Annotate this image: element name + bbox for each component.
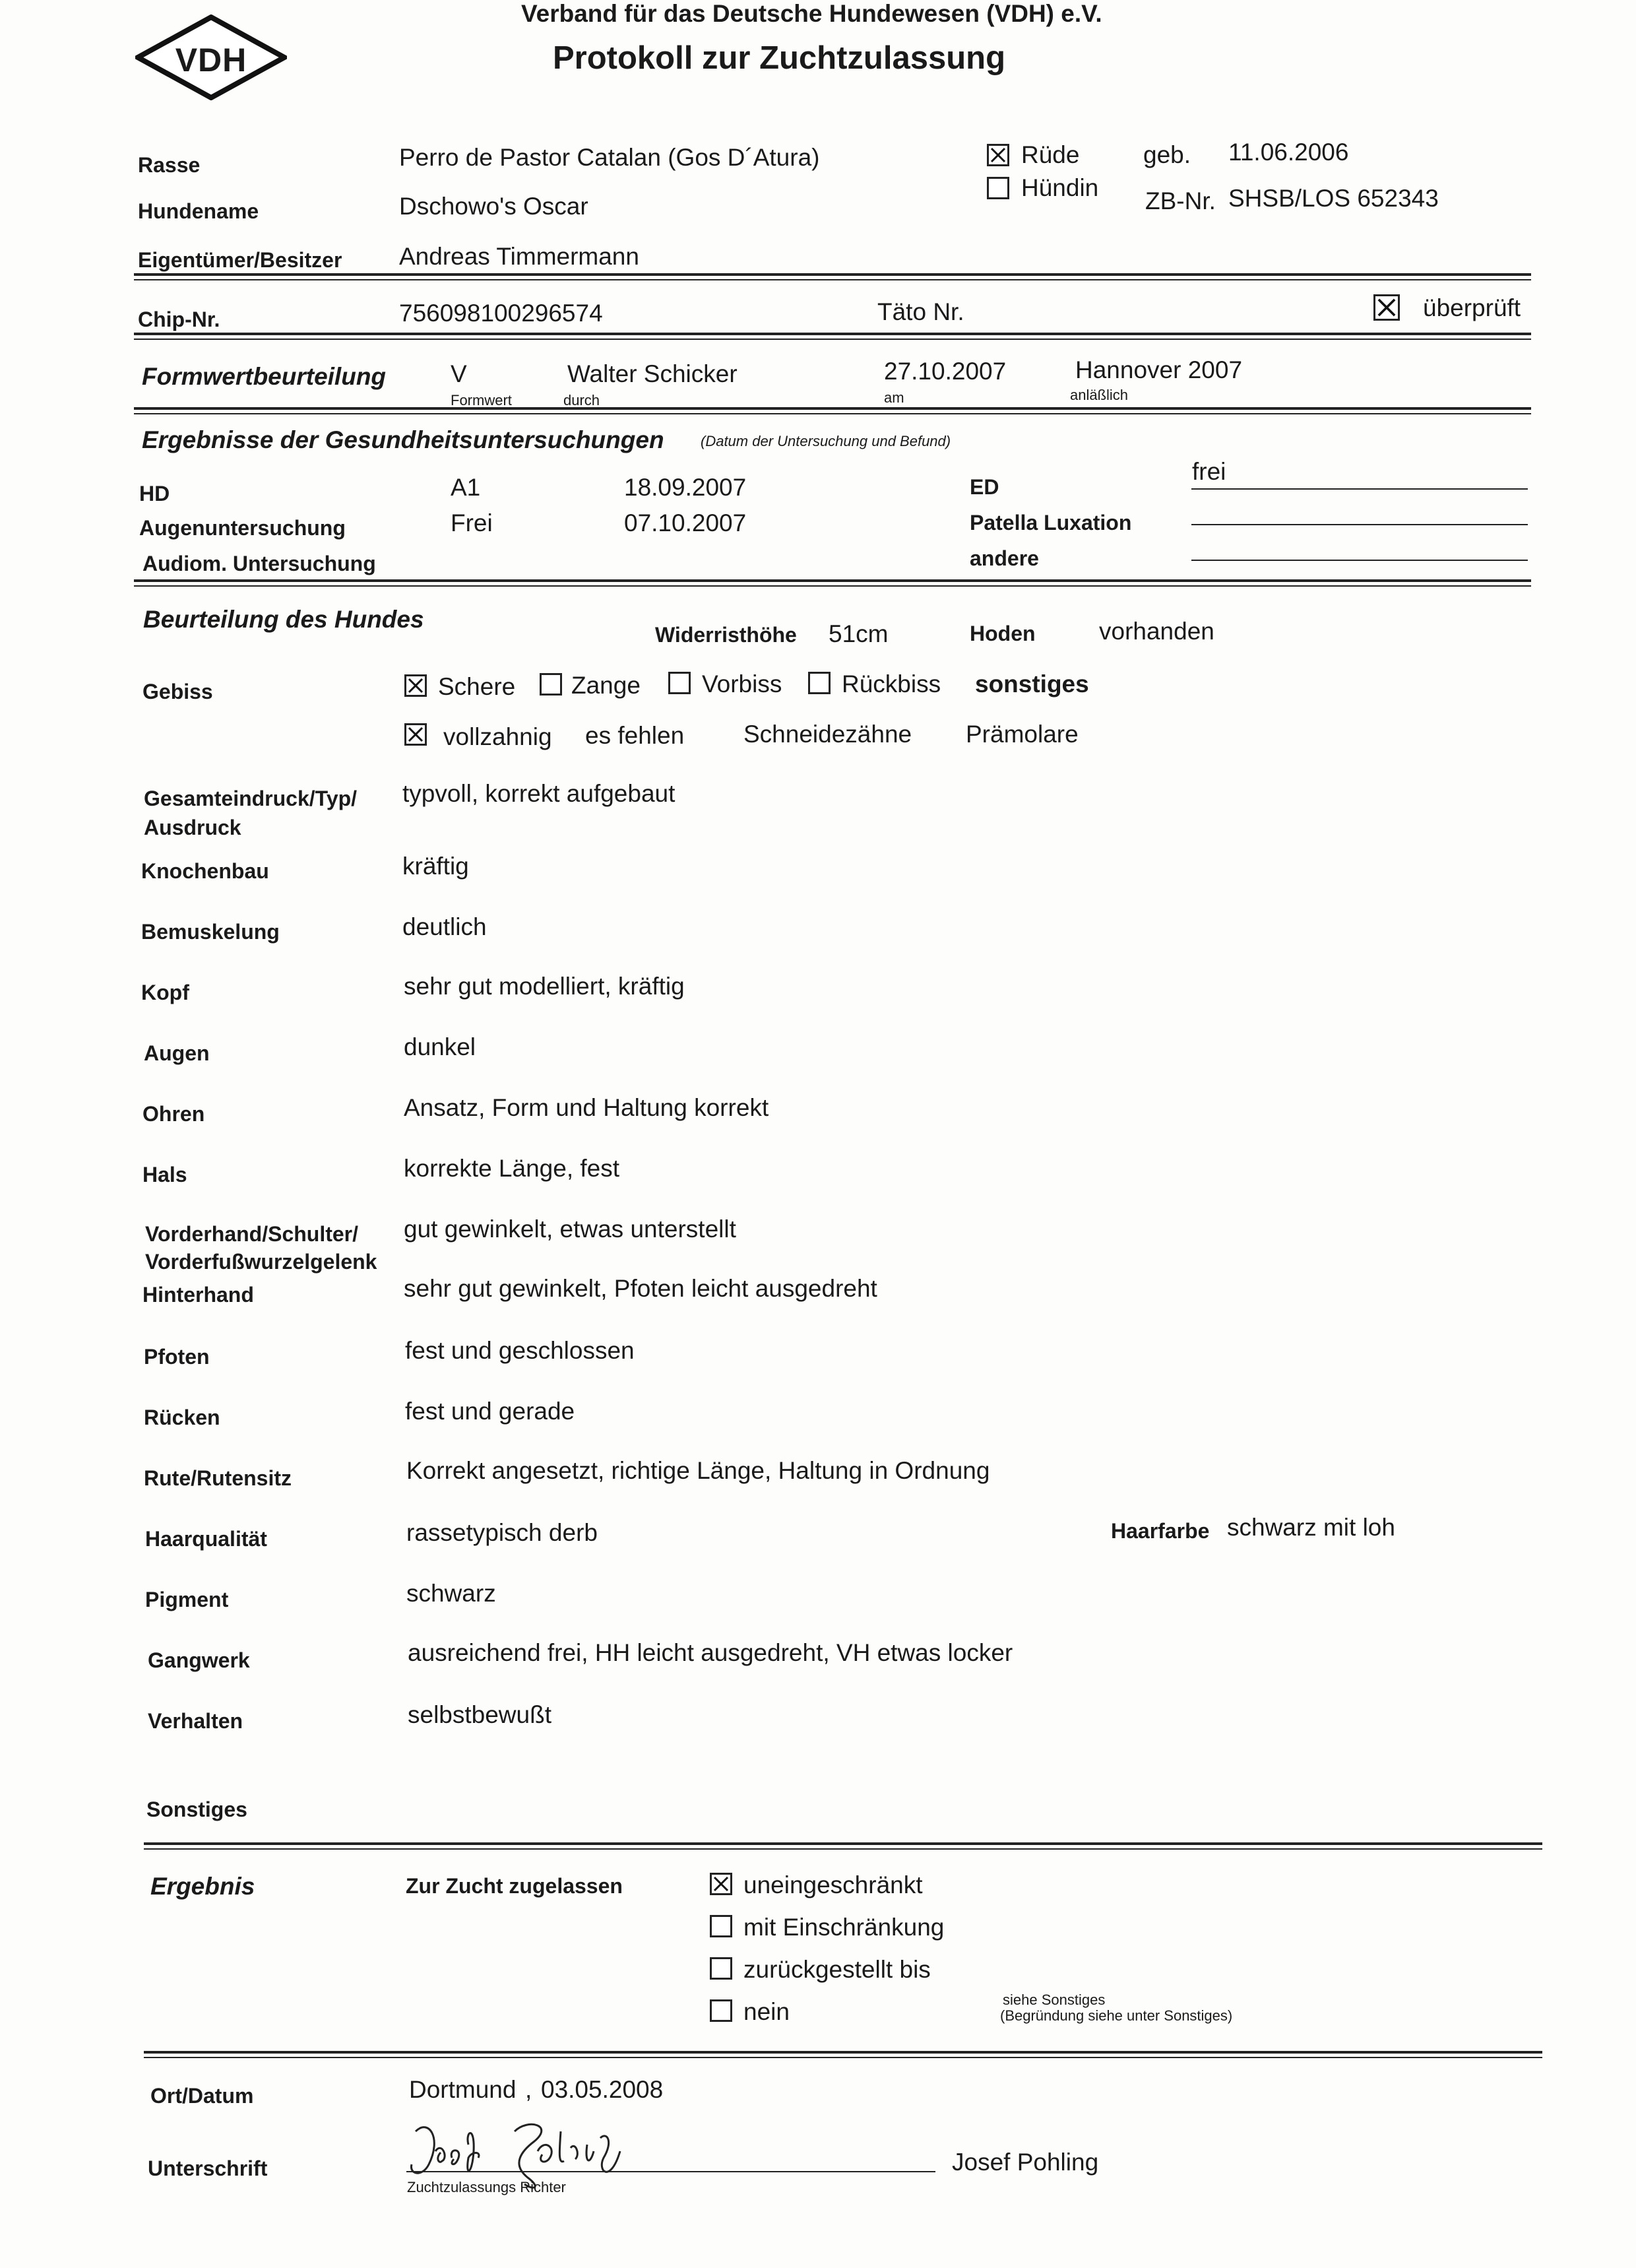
- ueberprueft-checkbox[interactable]: [1373, 294, 1400, 321]
- ruecken-value: fest und gerade: [405, 1398, 575, 1425]
- vorbiss-checkbox[interactable]: [668, 672, 691, 694]
- eigentuemer-value: Andreas Timmermann: [399, 243, 639, 270]
- vorderhand-label: Vorderhand/Schulter/: [145, 1222, 359, 1246]
- knochenbau-label: Knochenbau: [141, 859, 269, 883]
- result-heading: Ergebnis: [150, 1873, 255, 1900]
- sonstiges-option: sonstiges: [975, 670, 1089, 697]
- signature-line: [406, 2171, 935, 2172]
- bemuskelung-value: deutlich: [402, 913, 487, 940]
- hundename-value: Dschowo's Oscar: [399, 193, 588, 220]
- ruede-label: Rüde: [1021, 141, 1080, 168]
- divider: [134, 333, 1531, 340]
- haarfarbe-value: schwarz mit loh: [1227, 1514, 1395, 1541]
- andere-line: [1191, 560, 1528, 561]
- gesamteindruck-label-2: Ausdruck: [144, 816, 241, 839]
- vorderhand-value: gut gewinkelt, etwas unterstellt: [404, 1215, 736, 1243]
- rute-label: Rute/Rutensitz: [144, 1466, 292, 1490]
- sonstiges-label: Sonstiges: [146, 1798, 247, 1821]
- schneidezaehne-label: Schneidezähne: [743, 721, 912, 748]
- geb-value: 11.06.2006: [1228, 139, 1349, 166]
- result-note-1: siehe Sonstiges: [1003, 1992, 1106, 2008]
- divider: [134, 273, 1531, 280]
- patella-label: Patella Luxation: [970, 511, 1132, 535]
- ort-comma: ,: [525, 2076, 532, 2103]
- vollzahnig-label: vollzahnig: [443, 723, 552, 750]
- zb-label: ZB-Nr.: [1145, 187, 1216, 214]
- health-heading: Ergebnisse der Gesundheitsuntersuchungen: [142, 426, 664, 453]
- mit-einschraenkung-checkbox[interactable]: [710, 1915, 732, 1937]
- gesamteindruck-label: Gesamteindruck/Typ/: [144, 787, 358, 810]
- ort-label: Ort/Datum: [150, 2084, 254, 2108]
- hinterhand-label: Hinterhand: [142, 1283, 254, 1307]
- pfoten-label: Pfoten: [144, 1345, 210, 1369]
- kopf-value: sehr gut modelliert, kräftig: [404, 973, 685, 1000]
- hinterhand-value: sehr gut gewinkelt, Pfoten leicht ausgedreht: [404, 1275, 877, 1302]
- ueberprueft-label: überprüft: [1423, 294, 1521, 321]
- schere-label: Schere: [438, 673, 516, 700]
- haarfarbe-label: Haarfarbe: [1111, 1519, 1210, 1543]
- hd-label: HD: [139, 482, 170, 505]
- ohren-label: Ohren: [142, 1102, 205, 1126]
- rueckbiss-label: Rückbiss: [842, 670, 941, 697]
- unterschrift-label: Unterschrift: [148, 2156, 268, 2180]
- divider: [134, 407, 1531, 414]
- widerrist-value: 51cm: [829, 620, 889, 647]
- bemuskelung-label: Bemuskelung: [141, 920, 280, 944]
- formwert-heading: Formwertbeurteilung: [142, 363, 387, 390]
- ed-value: frei: [1192, 458, 1226, 485]
- augen-value: Frei: [451, 509, 493, 536]
- chip-label: Chip-Nr.: [138, 308, 220, 331]
- event-value: Hannover 2007: [1075, 356, 1243, 383]
- augen-label: Augenuntersuchung: [139, 516, 346, 540]
- gangwerk-value: ausreichend frei, HH leicht ausgedreht, VH etwas locker: [408, 1639, 1013, 1666]
- hals-label: Hals: [142, 1163, 187, 1186]
- divider: [144, 1842, 1542, 1850]
- praemolare-label: Prämolare: [966, 721, 1079, 748]
- org-name: Verband für das Deutsche Hundewesen (VDH) e.V.: [521, 0, 1102, 27]
- augen-date: 07.10.2007: [624, 509, 747, 536]
- taeto-label: Täto Nr.: [877, 298, 964, 325]
- hoden-value: vorhanden: [1099, 618, 1214, 645]
- ohren-value: Ansatz, Form und Haltung korrekt: [404, 1094, 769, 1121]
- judge-value: Walter Schicker: [567, 360, 738, 387]
- divider: [144, 2051, 1542, 2058]
- page-title: Protokoll zur Zuchtzulassung: [553, 40, 1006, 76]
- ruede-checkbox[interactable]: [987, 144, 1009, 166]
- hd-value: A1: [451, 474, 481, 501]
- haarqualitaet-label: Haarqualität: [145, 1527, 267, 1551]
- ed-line: [1191, 488, 1528, 490]
- verhalten-value: selbstbewußt: [408, 1701, 551, 1728]
- vorbiss-label: Vorbiss: [702, 670, 782, 697]
- chip-value: 756098100296574: [399, 300, 603, 327]
- gesamteindruck-value: typvoll, korrekt aufgebaut: [402, 780, 676, 807]
- verhalten-label: Verhalten: [148, 1709, 243, 1733]
- date-caption: am: [884, 389, 904, 406]
- result-note-2: (Begründung siehe unter Sonstiges): [1000, 2007, 1233, 2024]
- uneingeschraenkt-label: uneingeschränkt: [743, 1871, 923, 1898]
- hals-value: korrekte Länge, fest: [404, 1155, 620, 1182]
- zange-label: Zange: [571, 672, 641, 699]
- vorderhand-label-2: Vorderfußwurzelgelenk: [145, 1250, 377, 1274]
- zurueckgestellt-checkbox[interactable]: [710, 1957, 732, 1980]
- formwert-caption: Formwert: [451, 392, 512, 408]
- event-caption: anläßlich: [1070, 387, 1129, 403]
- audiom-label: Audiom. Untersuchung: [142, 552, 376, 575]
- geb-label: geb.: [1143, 141, 1191, 168]
- knochenbau-value: kräftig: [402, 853, 469, 880]
- rasse-value: Perro de Pastor Catalan (Gos D´Atura): [399, 144, 820, 171]
- eigentuemer-label: Eigentümer/Besitzer: [138, 248, 342, 272]
- ruecken-label: Rücken: [144, 1406, 220, 1429]
- huendin-checkbox[interactable]: [987, 177, 1009, 199]
- assessment-heading: Beurteilung des Hundes: [143, 606, 424, 633]
- datum-value: 03.05.2008: [541, 2076, 664, 2103]
- judge-caption: durch: [563, 392, 600, 408]
- uneingeschraenkt-checkbox[interactable]: [710, 1873, 732, 1895]
- formwert-date: 27.10.2007: [884, 358, 1007, 385]
- schere-checkbox[interactable]: [404, 674, 427, 697]
- nein-checkbox[interactable]: [710, 1999, 732, 2022]
- zange-checkbox[interactable]: [540, 673, 562, 696]
- richter-caption: Zuchtzulassungs Richter: [407, 2179, 566, 2195]
- vollzahnig-checkbox[interactable]: [404, 723, 427, 746]
- huendin-label: Hündin: [1021, 174, 1099, 201]
- zb-value: SHSB/LOS 652343: [1228, 185, 1439, 212]
- zucht-label: Zur Zucht zugelassen: [406, 1874, 623, 1898]
- rasse-label: Rasse: [138, 153, 201, 177]
- signer-name: Josef Pohling: [952, 2149, 1099, 2176]
- logo-text: VDH: [175, 42, 247, 79]
- gangwerk-label: Gangwerk: [148, 1648, 250, 1672]
- gebiss-label: Gebiss: [142, 680, 213, 703]
- hoden-label: Hoden: [970, 622, 1036, 645]
- augen-row-value: dunkel: [404, 1033, 476, 1060]
- patella-line: [1191, 524, 1528, 525]
- widerrist-label: Widerristhöhe: [655, 623, 797, 647]
- pfoten-value: fest und geschlossen: [405, 1337, 635, 1364]
- zurueckgestellt-label: zurückgestellt bis: [743, 1956, 931, 1983]
- nein-label: nein: [743, 1998, 790, 2025]
- vdh-logo: [135, 15, 287, 100]
- pigment-label: Pigment: [145, 1588, 229, 1611]
- divider: [134, 579, 1531, 587]
- formwert-value: V: [451, 360, 467, 387]
- es-fehlen-label: es fehlen: [585, 722, 685, 749]
- ort-value: Dortmund: [409, 2076, 517, 2103]
- hundename-label: Hundename: [138, 199, 259, 223]
- rueckbiss-checkbox[interactable]: [808, 672, 831, 694]
- mit-einschraenkung-label: mit Einschränkung: [743, 1914, 945, 1941]
- augen-row-label: Augen: [144, 1041, 210, 1065]
- health-note: (Datum der Untersuchung und Befund): [701, 433, 951, 449]
- kopf-label: Kopf: [141, 981, 189, 1004]
- hd-date: 18.09.2007: [624, 474, 747, 501]
- pigment-value: schwarz: [406, 1580, 496, 1607]
- rute-value: Korrekt angesetzt, richtige Länge, Haltung in Ordnung: [406, 1457, 990, 1484]
- haarqualitaet-value: rassetypisch derb: [406, 1519, 598, 1546]
- ed-label: ED: [970, 475, 999, 499]
- andere-label: andere: [970, 546, 1039, 570]
